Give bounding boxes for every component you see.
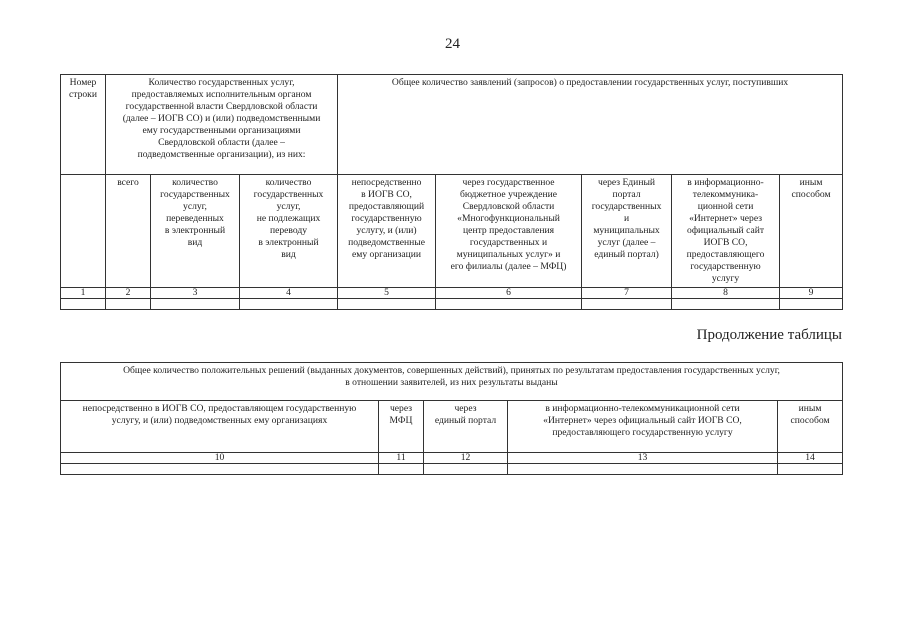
data-cell	[780, 299, 843, 310]
column-number: 14	[778, 453, 843, 464]
column-number: 2	[106, 288, 151, 299]
subheader-other: иным способом	[778, 401, 843, 453]
subheader-internet: в информационно-телекоммуникационной сети «Интернет» через официальный сайт ИОГВ СО, предоставляющего государственную услугу	[508, 401, 778, 453]
data-cell	[106, 299, 151, 310]
data-cell	[240, 299, 338, 310]
applications-header: Общее количество заявлений (запросов) о предоставлении государственных услуг, поступивших	[338, 75, 843, 175]
column-number: 12	[424, 453, 508, 464]
decisions-header: Общее количество положительных решений (выданных документов, совершенных действий), принятых по результатам предоставления государственных услуг, в отношении заявителей, из них результаты выданы	[61, 363, 843, 401]
data-cell	[436, 299, 582, 310]
column-number: 1	[61, 288, 106, 299]
data-cell	[582, 299, 672, 310]
column-number: 3	[151, 288, 240, 299]
continuation-label: Продолжение таблицы	[696, 327, 842, 343]
decisions-table	[60, 362, 843, 475]
column-number: 10	[61, 453, 379, 464]
column-number: 8	[672, 288, 780, 299]
data-cell	[61, 299, 106, 310]
page-number: 24	[445, 36, 460, 52]
subheader-mfc: через МФЦ	[379, 401, 424, 453]
subheader-total: всего	[106, 175, 151, 288]
data-cell	[424, 464, 508, 475]
subheader-direct: непосредственно в ИОГВ СО, предоставляющий государственную услугу, и (или) подведомственные ему организации	[338, 175, 436, 288]
data-cell	[778, 464, 843, 475]
column-number: 5	[338, 288, 436, 299]
subheader-direct: непосредственно в ИОГВ СО, предоставляющем государственную услугу, и (или) подведомственных ему организациях	[61, 401, 379, 453]
services-count-header: Количество государственных услуг, предоставляемых исполнительным органом государственной власти Свердловской области (далее – ИОГВ СО) и (или) подведомственными ему государственными организациями Свердловской области (далее – подведомственные организации), из них:	[106, 75, 338, 175]
column-number: 4	[240, 288, 338, 299]
column-number: 9	[780, 288, 843, 299]
data-cell	[508, 464, 778, 475]
subheader-other: иным способом	[780, 175, 843, 288]
column-number: 7	[582, 288, 672, 299]
data-cell	[338, 299, 436, 310]
empty-cell	[61, 175, 106, 288]
subheader-mfc: через государственное бюджетное учреждение Свердловской области «Многофункциональный центр предоставления государственных и муниципальных услуг» и его филиалы (далее – МФЦ)	[436, 175, 582, 288]
data-cell	[151, 299, 240, 310]
subheader-portal: через Единый портал государственных и муниципальных услуг (далее – единый портал)	[582, 175, 672, 288]
column-number: 13	[508, 453, 778, 464]
data-cell	[672, 299, 780, 310]
data-cell	[61, 464, 379, 475]
statistics-table	[60, 74, 843, 310]
row-number-header: Номер строки	[61, 75, 106, 175]
column-number: 11	[379, 453, 424, 464]
subheader-electronic: количество государственных услуг, переведенных в электронный вид	[151, 175, 240, 288]
data-cell	[379, 464, 424, 475]
subheader-portal: через единый портал	[424, 401, 508, 453]
column-number: 6	[436, 288, 582, 299]
subheader-internet: в информационно- телекоммуника- ционной сети «Интернет» через официальный сайт ИОГВ СО, предоставляющего государственную услугу	[672, 175, 780, 288]
subheader-non-electronic: количество государственных услуг, не подлежащих переводу в электронный вид	[240, 175, 338, 288]
